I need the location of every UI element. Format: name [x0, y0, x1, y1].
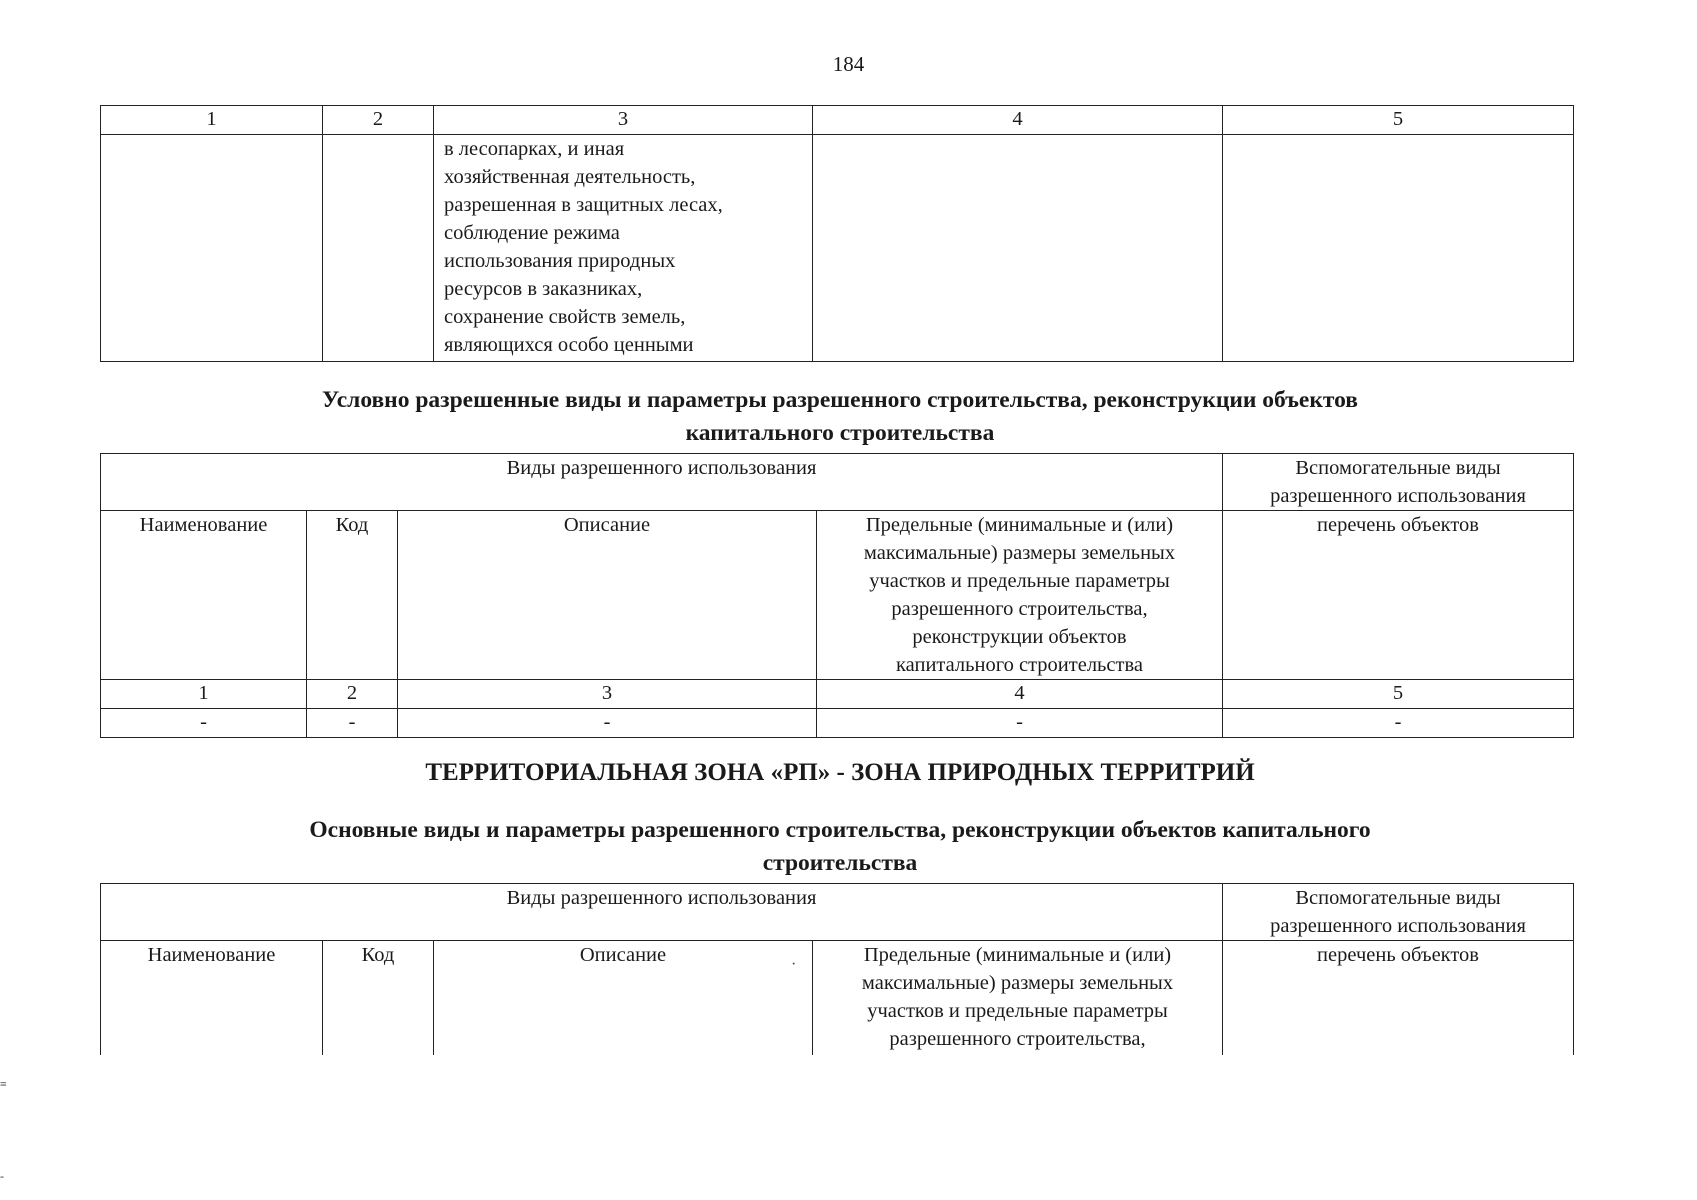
header-line: Вспомогательные виды [1295, 887, 1501, 909]
description-text [440, 135, 806, 359]
continuation-table [100, 105, 1574, 362]
description-cell [434, 135, 813, 362]
column-header-code: Код [307, 511, 398, 680]
scan-margin-mark: ≡ [0, 1077, 7, 1091]
header-line: участков и предельные параметры [867, 1000, 1168, 1022]
column-header-description: Описание [398, 511, 817, 680]
column-number: 3 [434, 106, 813, 135]
heading-line: Условно разрешенные виды и параметры разрешенного строительства, реконструкции объектов [322, 387, 1358, 413]
column-header-aux-list: перечень объектов [1223, 941, 1574, 1055]
column-header-parameters [817, 511, 1223, 680]
group-header-aux [1223, 454, 1574, 511]
group-header-row [101, 454, 1574, 511]
column-number: 2 [323, 106, 434, 135]
column-number: 2 [307, 680, 398, 709]
empty-cell: - [101, 709, 307, 738]
header-line: Предельные (минимальные и (или) [863, 944, 1172, 966]
header-line: разрешенного строительства, [891, 598, 1148, 620]
column-number: 5 [1223, 680, 1574, 709]
header-line: максимальные) размеры земельных [863, 542, 1176, 564]
text-line: соблюдение режима [444, 222, 620, 244]
column-number: 1 [101, 106, 323, 135]
header-line: участков и предельные параметры [869, 570, 1170, 592]
column-header-row [101, 941, 1574, 1055]
column-number: 4 [813, 106, 1223, 135]
section-heading-main [100, 814, 1580, 880]
text-line: являющихся особо ценными [444, 334, 694, 356]
text-line: сохранение свойств земель, [444, 306, 686, 328]
table-cell [101, 135, 323, 362]
group-header-main: Виды разрешенного использования [101, 454, 1223, 511]
column-numbers-row [101, 106, 1574, 135]
table-cell [323, 135, 434, 362]
page-number: 184 [832, 52, 865, 76]
header-line: разрешенного использования [1270, 915, 1526, 937]
heading-line: Основные виды и параметры разрешенного строительства, реконструкции объектов капитального [309, 817, 1371, 843]
header-line: Предельные (минимальные и (или) [865, 514, 1174, 536]
table-cell [813, 135, 1223, 362]
column-numbers-row [101, 680, 1574, 709]
header-line: реконструкции объектов [912, 626, 1127, 648]
column-header-description: Описание [434, 941, 813, 1055]
empty-cell: - [817, 709, 1223, 738]
table-cell [1223, 135, 1574, 362]
group-header-row [101, 884, 1574, 941]
header-line: Вспомогательные виды [1295, 457, 1501, 479]
column-header-code: Код [323, 941, 434, 1055]
main-uses-table [100, 883, 1574, 1055]
column-header-aux-list: перечень объектов [1223, 511, 1574, 680]
column-header-name: Наименование [101, 941, 323, 1055]
scan-speck: · [791, 956, 797, 973]
empty-cell: - [1223, 709, 1574, 738]
column-header-name: Наименование [101, 511, 307, 680]
column-number: 5 [1223, 106, 1574, 135]
conditional-uses-table [100, 453, 1574, 738]
header-line: капитального строительства [896, 654, 1143, 676]
heading-line: капитального строительства [685, 420, 995, 446]
text-line: ресурсов в заказниках, [444, 278, 643, 300]
heading-line: строительства [762, 850, 918, 876]
empty-cell: - [398, 709, 817, 738]
header-line: разрешенного использования [1270, 485, 1526, 507]
header-line: максимальные) размеры земельных [861, 972, 1174, 994]
text-line: использования природных [444, 250, 676, 272]
table-row [101, 135, 1574, 362]
column-number: 1 [101, 680, 307, 709]
group-header-aux [1223, 884, 1574, 941]
empty-cell: - [307, 709, 398, 738]
column-header-parameters [813, 941, 1223, 1055]
scan-margin-mark: ‐ [0, 1169, 4, 1183]
header-line: разрешенного строительства, [889, 1028, 1146, 1050]
column-number: 4 [817, 680, 1223, 709]
group-header-main: Виды разрешенного использования [101, 884, 1223, 941]
zone-title: ТЕРРИТОРИАЛЬНАЯ ЗОНА «РП» - ЗОНА ПРИРОДНЫХ ТЕРРИТРИЙ [425, 759, 1255, 786]
section-heading-conditional [100, 384, 1580, 450]
text-line: разрешенная в защитных лесах, [444, 194, 723, 216]
table-row [101, 709, 1574, 738]
text-line: в лесопарках, и иная [444, 138, 625, 160]
text-line: хозяйственная деятельность, [444, 166, 696, 188]
column-number: 3 [398, 680, 817, 709]
column-header-row [101, 511, 1574, 680]
